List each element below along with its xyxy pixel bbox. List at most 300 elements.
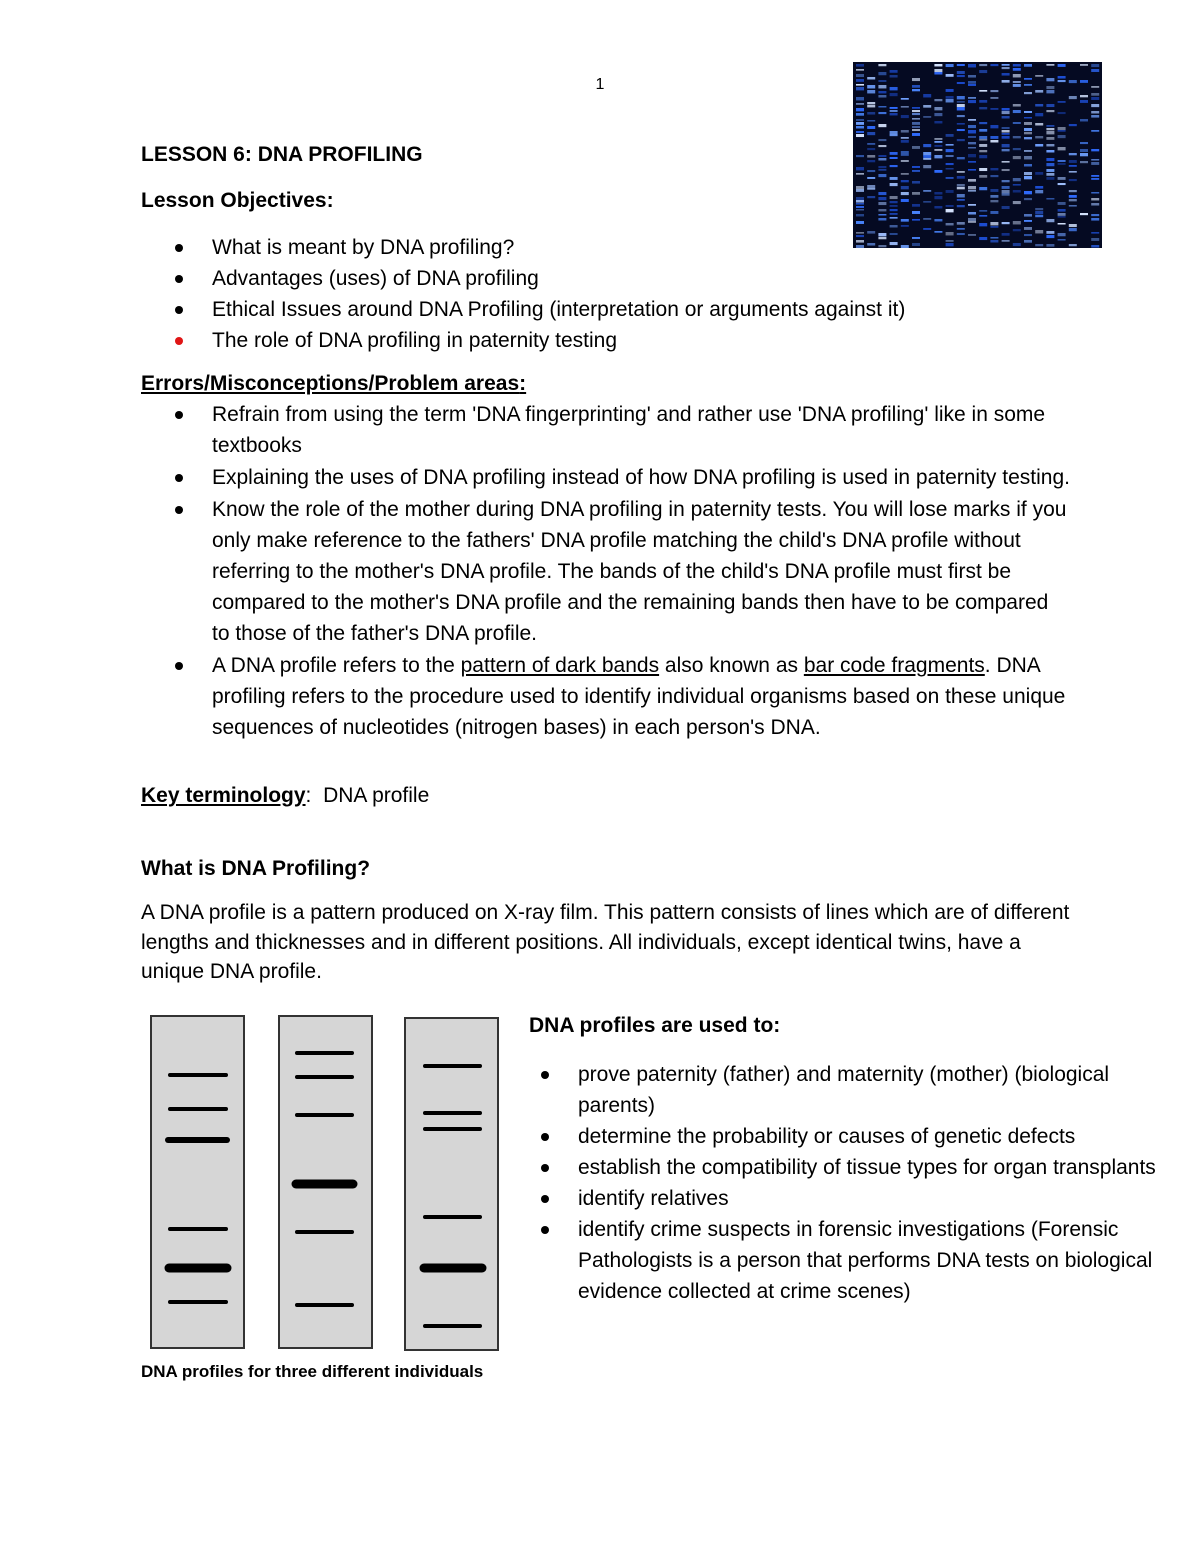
gel-band — [1080, 142, 1088, 144]
gel-band — [912, 166, 920, 168]
gel-band — [990, 125, 998, 128]
gel-band — [901, 219, 909, 222]
gel-band — [1002, 67, 1010, 69]
gel-band — [856, 64, 864, 67]
gel-band — [957, 157, 965, 159]
gel-band — [890, 177, 898, 180]
gel-band — [968, 186, 976, 189]
gel-band — [990, 97, 998, 99]
gel-band — [1002, 127, 1010, 129]
gel-band — [878, 106, 886, 108]
gel-band — [990, 90, 998, 92]
use-item: establish the compatibility of tissue types for organ transplants — [507, 1152, 1167, 1183]
gel-band — [890, 205, 898, 207]
gel-band — [1035, 90, 1043, 93]
lane-strip — [151, 1016, 244, 1348]
gel-band — [957, 199, 965, 201]
gel-band — [878, 197, 886, 200]
gel-band — [946, 163, 954, 165]
gel-band — [979, 139, 987, 141]
gel-band — [1058, 163, 1066, 165]
gel-band — [968, 136, 976, 138]
gel-band — [957, 107, 965, 110]
gel-band — [1069, 124, 1077, 126]
gel-band — [867, 185, 875, 188]
gel-band — [1091, 115, 1099, 118]
gel-band — [1046, 198, 1054, 200]
gel-band — [1046, 177, 1054, 180]
gel-band — [1013, 156, 1021, 159]
gel-band — [878, 214, 886, 216]
gel-band — [923, 201, 931, 203]
gel-band — [1013, 184, 1021, 186]
gel-band — [946, 177, 954, 179]
gel-band — [856, 197, 864, 200]
gel-band — [968, 147, 976, 149]
gel-band — [856, 209, 864, 211]
gel-band — [1069, 199, 1077, 201]
gel-band — [934, 192, 942, 195]
gel-band — [856, 79, 864, 82]
gel-band — [957, 75, 965, 77]
gel-band — [990, 136, 998, 139]
errors-heading-colon: : — [519, 372, 527, 395]
gel-band — [901, 173, 909, 175]
gel-band — [912, 126, 920, 128]
gel-band — [901, 186, 909, 189]
gel-band — [1024, 191, 1032, 194]
gel-band — [923, 158, 931, 160]
gel-band — [934, 141, 942, 143]
gel-band — [912, 122, 920, 125]
gel-band — [867, 170, 875, 172]
gel-band — [923, 155, 931, 158]
gel-band — [968, 142, 976, 144]
gel-band — [1069, 153, 1077, 155]
gel-band — [934, 149, 942, 151]
use-item: determine the probability or causes of genetic defects — [507, 1121, 1167, 1152]
gel-band — [957, 194, 965, 197]
gel-band — [856, 113, 864, 116]
gel-band — [867, 102, 875, 104]
gel-band — [1035, 211, 1043, 214]
gel-band — [878, 112, 886, 114]
gel-band — [890, 113, 898, 115]
gel-band — [856, 134, 864, 137]
gel-band — [979, 122, 987, 124]
gel-band — [878, 145, 886, 147]
profile-lane-2 — [279, 1016, 372, 1348]
gel-band — [934, 155, 942, 158]
underlined-term: pattern of dark bands — [460, 654, 660, 677]
gel-band — [957, 139, 965, 141]
gel-band — [1046, 110, 1054, 112]
gel-band — [968, 97, 976, 99]
gel-band — [890, 217, 898, 219]
gel-band — [878, 169, 886, 171]
gel-band — [1002, 169, 1010, 171]
gel-band — [867, 155, 875, 158]
gel-band — [878, 192, 886, 195]
gel-band — [867, 105, 875, 107]
gel-band — [1024, 137, 1032, 139]
gel-band — [856, 186, 864, 189]
gel-band — [856, 84, 864, 86]
gel-band — [1058, 239, 1066, 241]
gel-band — [1091, 203, 1099, 206]
key-terminology — [141, 784, 429, 808]
gel-band — [878, 218, 886, 220]
gel-band — [1069, 165, 1077, 167]
objectives-list — [141, 232, 1041, 356]
gel-band — [1035, 123, 1043, 125]
gel-band — [1080, 149, 1088, 152]
gel-band — [990, 226, 998, 228]
gel-band — [1091, 104, 1099, 107]
gel-band — [1069, 190, 1077, 192]
gel-band — [946, 64, 954, 67]
gel-band — [912, 211, 920, 214]
gel-band — [912, 146, 920, 149]
gel-band — [1091, 111, 1099, 114]
gel-band — [1013, 229, 1021, 231]
gel-band — [946, 144, 954, 146]
gel-band — [979, 107, 987, 109]
gel-band — [1013, 84, 1021, 87]
gel-band — [1091, 97, 1099, 100]
objective-item: Advantages (uses) of DNA profiling — [141, 263, 1041, 294]
gel-band — [890, 134, 898, 136]
gel-band — [934, 170, 942, 173]
gel-band — [867, 177, 875, 179]
gel-band — [890, 209, 898, 211]
gel-band — [923, 144, 931, 147]
gel-band — [1046, 125, 1054, 127]
gel-band — [1069, 96, 1077, 99]
gel-band — [878, 158, 886, 160]
gel-band — [1002, 149, 1010, 151]
gel-band — [946, 223, 954, 225]
gel-band — [856, 189, 864, 192]
gel-band — [1013, 68, 1021, 71]
gel-band — [968, 221, 976, 223]
gel-band — [1024, 64, 1032, 67]
gel-band — [1046, 163, 1054, 166]
gel-band — [1002, 161, 1010, 163]
gel-band — [990, 195, 998, 198]
figure-caption: DNA profiles for three different individuals — [141, 1362, 484, 1381]
objective-item: The role of DNA profiling in paternity testing — [141, 325, 1041, 356]
gel-band — [946, 209, 954, 212]
gel-band — [957, 222, 965, 225]
gel-band — [890, 213, 898, 215]
objective-item: Ethical Issues around DNA Profiling (interpretation or arguments against it) — [141, 294, 1041, 325]
objectives-heading: Lesson Objectives: — [141, 189, 334, 212]
gel-band — [1024, 214, 1032, 217]
gel-band — [1069, 160, 1077, 163]
gel-band — [867, 120, 875, 122]
key-terminology-value: DNA profile — [323, 784, 430, 807]
gel-band — [990, 108, 998, 110]
gel-band — [957, 176, 965, 179]
gel-band — [957, 71, 965, 74]
gel-band — [1002, 64, 1010, 66]
gel-band — [912, 219, 920, 221]
gel-band — [1080, 119, 1088, 121]
gel-band — [1058, 233, 1066, 236]
gel-band — [979, 223, 987, 226]
dna-sequence-graphic — [853, 62, 1102, 248]
dna-profiles-figure — [141, 1008, 511, 1363]
gel-band — [890, 107, 898, 109]
gel-band — [1069, 171, 1077, 173]
gel-band — [901, 130, 909, 133]
gel-band — [1058, 177, 1066, 180]
gel-band — [901, 137, 909, 139]
gel-band — [912, 110, 920, 112]
gel-band — [867, 112, 875, 115]
gel-band — [1091, 175, 1099, 177]
gel-band — [912, 78, 920, 81]
gel-band — [1046, 78, 1054, 81]
uses-list — [507, 1059, 1167, 1307]
gel-band — [856, 200, 864, 203]
use-item: identify crime suspects in forensic investigations (Forensic Pathologists is a person that performs DNA tests on biological evidence collected at crime scenes) — [507, 1214, 1167, 1307]
gel-band — [867, 196, 875, 198]
gel-band — [1058, 76, 1066, 79]
error-item: Know the role of the mother during DNA profiling in paternity tests. You will lose marks if you only make reference to the fathers' DNA profile matching the child's DNA profile without referring to the mother's DNA profile. The bands of the child's DNA profile must first be compared to the mother's DNA profile and the remaining bands then have to be compared to those of the father's DNA profile. — [141, 494, 1071, 650]
gel-band — [1046, 231, 1054, 234]
gel-band — [979, 155, 987, 158]
gel-band — [1058, 216, 1066, 218]
gel-band — [856, 122, 864, 125]
gel-band — [968, 100, 976, 103]
gel-band — [957, 82, 965, 84]
gel-band — [923, 228, 931, 230]
gel-band — [890, 110, 898, 112]
gel-band — [867, 126, 875, 129]
profile-lane-3 — [405, 1018, 498, 1350]
gel-band — [1002, 80, 1010, 83]
gel-band — [990, 140, 998, 143]
gel-band — [878, 91, 886, 93]
gel-band — [934, 138, 942, 140]
gel-band — [968, 81, 976, 84]
gel-band — [912, 192, 920, 195]
gel-band — [856, 87, 864, 90]
gel-band — [878, 124, 886, 127]
gel-band — [856, 206, 864, 208]
gel-band — [1002, 190, 1010, 193]
gel-band — [1046, 104, 1054, 107]
gel-band — [1091, 245, 1099, 248]
gel-band — [1035, 186, 1043, 189]
gel-band — [968, 161, 976, 163]
gel-band — [1069, 224, 1077, 227]
gel-band — [1069, 228, 1077, 231]
gel-band — [867, 77, 875, 79]
gel-band — [1002, 206, 1010, 209]
errors-list — [141, 399, 1071, 744]
gel-band — [1013, 136, 1021, 138]
gel-band — [1046, 90, 1054, 93]
gel-band — [968, 130, 976, 133]
gel-band — [890, 131, 898, 134]
gel-band — [1069, 244, 1077, 246]
gel-band — [1013, 81, 1021, 83]
gel-band — [912, 129, 920, 131]
gel-band — [1024, 176, 1032, 179]
gel-band — [867, 132, 875, 135]
gel-band — [934, 64, 942, 66]
gel-band — [856, 103, 864, 105]
gel-band — [1035, 136, 1043, 138]
error-text: . DNA profiling refers to the procedure used to identify individual organisms based on these unique sequences of nucleotides (nitrogen bases) in each person's DNA. — [212, 654, 1066, 739]
gel-band — [979, 187, 987, 190]
gel-band — [990, 168, 998, 170]
gel-band — [890, 87, 898, 90]
gel-band — [1046, 169, 1054, 172]
gel-band — [1091, 178, 1099, 180]
gel-band — [1024, 150, 1032, 152]
gel-band — [1002, 193, 1010, 196]
gel-band — [878, 85, 886, 88]
gel-band — [923, 94, 931, 97]
uses-heading: DNA profiles are used to: — [529, 1014, 781, 1037]
gel-band — [1091, 159, 1099, 161]
gel-band — [1091, 162, 1099, 165]
errors-heading-text: Errors/Misconceptions/Problem areas — [141, 372, 520, 395]
gel-band — [1080, 153, 1088, 156]
gel-band — [856, 126, 864, 128]
gel-band — [1046, 219, 1054, 222]
gel-band — [1046, 86, 1054, 89]
gel-band — [946, 96, 954, 99]
gel-band — [979, 64, 987, 66]
gel-band — [890, 201, 898, 203]
gel-band — [1080, 161, 1088, 163]
gel-band — [856, 97, 864, 100]
gel-band — [1013, 190, 1021, 193]
gel-band — [867, 148, 875, 150]
gel-band — [878, 95, 886, 98]
gel-band — [856, 131, 864, 133]
gel-band — [912, 113, 920, 115]
use-item: prove paternity (father) and maternity (mother) (biological parents) — [507, 1059, 1167, 1121]
objective-item: What is meant by DNA profiling? — [141, 232, 1041, 263]
gel-band — [968, 190, 976, 192]
gel-band — [1058, 112, 1066, 114]
page-number: 1 — [595, 76, 605, 93]
gel-band — [1058, 202, 1066, 205]
gel-band — [901, 98, 909, 100]
gel-band — [979, 129, 987, 132]
gel-band — [1002, 130, 1010, 133]
error-item — [141, 650, 1071, 744]
gel-band — [912, 85, 920, 88]
gel-band — [1013, 110, 1021, 113]
gel-band — [990, 175, 998, 177]
gel-band — [901, 160, 909, 162]
gel-band — [1035, 104, 1043, 107]
gel-band — [1035, 113, 1043, 116]
gel-band — [1024, 84, 1032, 86]
gel-band — [957, 123, 965, 125]
gel-band — [901, 115, 909, 118]
gel-band — [912, 133, 920, 136]
gel-band — [1002, 133, 1010, 135]
what-is-heading: What is DNA Profiling? — [141, 857, 371, 880]
gel-band — [1002, 136, 1010, 139]
underlined-term: bar code fragments — [803, 654, 985, 677]
gel-band — [1035, 144, 1043, 147]
gel-band — [867, 90, 875, 93]
gel-band — [1058, 135, 1066, 138]
gel-band — [1080, 95, 1088, 97]
gel-band — [957, 184, 965, 187]
gel-band — [1035, 215, 1043, 217]
key-terminology-label: Key terminology — [141, 784, 306, 807]
gel-band — [867, 188, 875, 190]
gel-band — [1058, 147, 1066, 150]
gel-band — [1058, 213, 1066, 216]
gel-band — [1024, 227, 1032, 230]
gel-band — [1080, 100, 1088, 103]
gel-band — [934, 196, 942, 199]
gel-band — [878, 174, 886, 177]
gel-band — [878, 72, 886, 75]
gel-band — [946, 205, 954, 207]
gel-band — [1091, 130, 1099, 132]
gel-band — [968, 179, 976, 182]
gel-band — [901, 140, 909, 143]
key-terminology-colon: : — [305, 784, 312, 807]
gel-band — [1013, 104, 1021, 107]
gel-band — [946, 89, 954, 92]
gel-band — [856, 167, 864, 170]
gel-band — [867, 85, 875, 88]
what-is-paragraph: A DNA profile is a pattern produced on X-ray film. This pattern consists of lines which are of different lengths and thicknesses and in different positions. All individuals, except identical twins, have a unique DNA profile. — [141, 901, 1070, 983]
gel-band — [1002, 180, 1010, 182]
gel-band — [990, 200, 998, 202]
gel-band — [1069, 80, 1077, 83]
gel-band — [990, 222, 998, 225]
gel-band — [901, 199, 909, 202]
gel-band — [901, 180, 909, 182]
gel-band — [890, 165, 898, 167]
error-text: also known as — [659, 654, 804, 677]
gel-band — [1013, 221, 1021, 224]
gel-band — [1091, 198, 1099, 200]
gel-band — [968, 169, 976, 171]
gel-band — [878, 202, 886, 205]
gel-band — [890, 157, 898, 159]
gel-band — [1058, 130, 1066, 132]
gel-band — [923, 218, 931, 220]
gel-band — [1046, 64, 1054, 66]
gel-band — [968, 125, 976, 128]
gel-band — [890, 93, 898, 96]
gel-band — [979, 150, 987, 152]
gel-band — [923, 165, 931, 168]
gel-band — [934, 69, 942, 72]
gel-band — [957, 115, 965, 117]
gel-band — [1002, 186, 1010, 189]
gel-band — [1091, 86, 1099, 88]
gel-band — [946, 190, 954, 193]
gel-band — [968, 212, 976, 215]
gel-band — [1046, 173, 1054, 176]
